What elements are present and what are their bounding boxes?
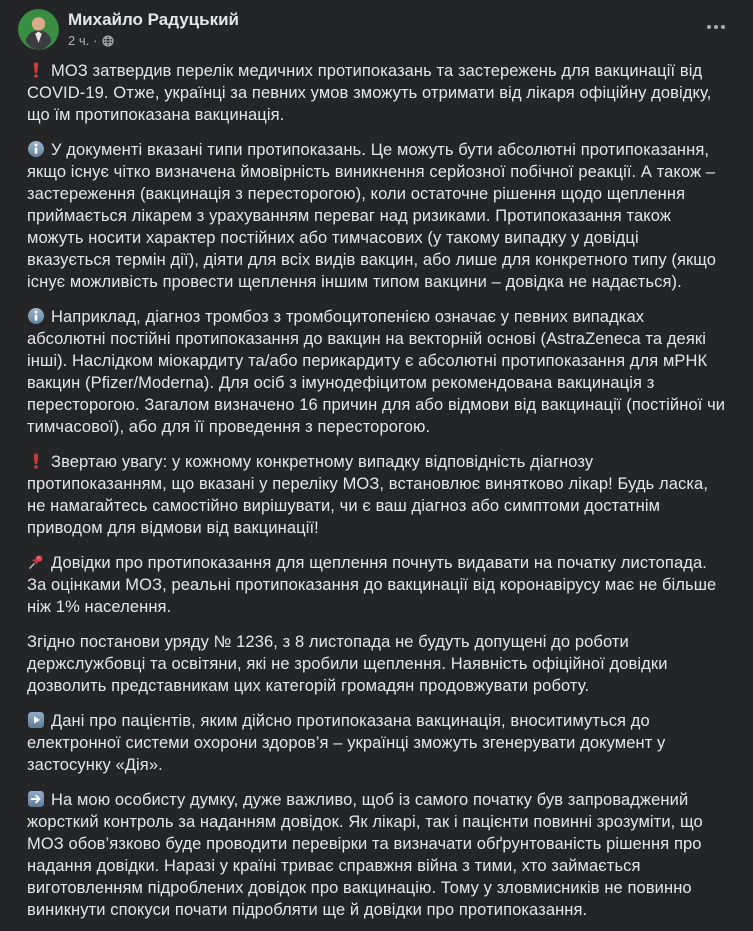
timestamp[interactable]: 2 ч. [68, 33, 90, 48]
info-icon [27, 307, 45, 325]
post-paragraph [27, 306, 727, 438]
paragraph-text: У документі вказані типи протипоказань. Це можуть бути абсолютні протипоказання, якщо існує чітко визначена ймовірність виникнення серйозної побічної реакції. А також – застереження (вакцинація з пересторогою), коли остаточне рішення щодо щеплення приймається лікарем з урахуванням переваг над ризиками. Протипоказання також можуть носити характер постійних або тимчасових (у такому випадку у довідці вказується термін дії), діяти для всіх видів вакцин, або лише для конкретного типу (якщо існує можливість провести щеплення іншим типом вакцини – довідка не надається). [27, 141, 717, 291]
post-paragraph [27, 60, 727, 126]
red-exclamation-icon [27, 61, 45, 79]
globe-icon [102, 35, 114, 47]
post-options-ellipsis-icon[interactable] [703, 15, 729, 39]
author-name[interactable]: Михайло Радуцький [68, 10, 239, 29]
paragraph-text: МОЗ затвердив перелік медичних протипоказань та застережень для вакцинації від COVID-19. Отже, українці за певних умов зможуть отримати від лікаря офіційну довідку, що їм протипоказана вакцинація. [27, 62, 712, 124]
arrow-right-icon [27, 790, 45, 808]
post-paragraph [27, 789, 727, 921]
header-info [68, 9, 703, 49]
post-paragraph [27, 631, 727, 697]
paragraph-text: Згідно постанови уряду № 1236, з 8 листопада не будуть допущені до роботи держслужбовці та освітяни, які не зробили щеплення. Наявність офіційної довідки дозволить представникам цих категорій громадян продовжувати роботу. [27, 633, 668, 695]
paragraph-text: Дані про пацієнтів, яким дійсно протипоказана вакцинація, вноситимуться до електронної системи охорони здоров’я – українці зможуть згенерувати документ у застосунку «Дія». [27, 712, 666, 774]
post-paragraph [27, 451, 727, 539]
post-paragraph [27, 710, 727, 776]
paragraph-text: Довідки про протипоказання для щеплення почнуть видавати на початку листопада. За оцінками МОЗ, реальні протипоказання до вакцинації від коронавірусу має не більше ніж 1% населення. [27, 554, 717, 616]
paragraph-text: Звертаю увагу: у кожному конкретному випадку відповідність діагнозу протипоказанням, що вказані у переліку МОЗ, встановлює винятково лікар! Будь ласка, не намагайтесь самостійно вирішувати, чи є ваш діагноз або симптоми достатнім приводом для відмови від вакцинації! [27, 453, 709, 537]
play-button-icon [27, 711, 45, 729]
post-meta [68, 33, 703, 49]
paragraph-text: Наприклад, діагноз тромбоз з тромбоцитопенією означає у певних випадках абсолютні постійні протипоказання до вакцин на векторній основі (AstraZeneca та деякі інші). Наслідком міокардиту та/або перикардиту є абсолютні протипоказання для мРНК вакцин (Pfizer/Moderna). Для осіб з імунодефіцитом рекомендована вакцинація з пересторогою. Загалом визначено 16 причин для або відмови від вакцинації (постійної чи тимчасової), або для її проведення з пересторогою. [27, 308, 726, 436]
post-paragraph [27, 552, 727, 618]
meta-separator: · [93, 33, 98, 48]
pushpin-icon [27, 553, 45, 571]
profile-photo-icon [18, 9, 59, 50]
post-paragraph [27, 139, 727, 293]
red-exclamation-icon [27, 452, 45, 470]
post-body [0, 55, 753, 931]
info-icon [27, 140, 45, 158]
paragraph-text: На мою особисту думку, дуже важливо, щоб із самого початку був запроваджений жорсткий контроль за наданням довідок. Як лікарі, так і пацієнти повинні зрозуміти, що МОЗ обов’язково буде проводити перевірки та визначати обґрунтованість рішення про надання довідки. Наразі у країні триває справжня війна з тими, хто займається виготовленням підроблених довідок про вакцинацію. Тому у зловмисників не повинно виникнути спокуси почати підробляти ще й довідки про протипоказання. [27, 791, 703, 919]
post-header [0, 0, 753, 55]
avatar[interactable] [18, 9, 59, 50]
